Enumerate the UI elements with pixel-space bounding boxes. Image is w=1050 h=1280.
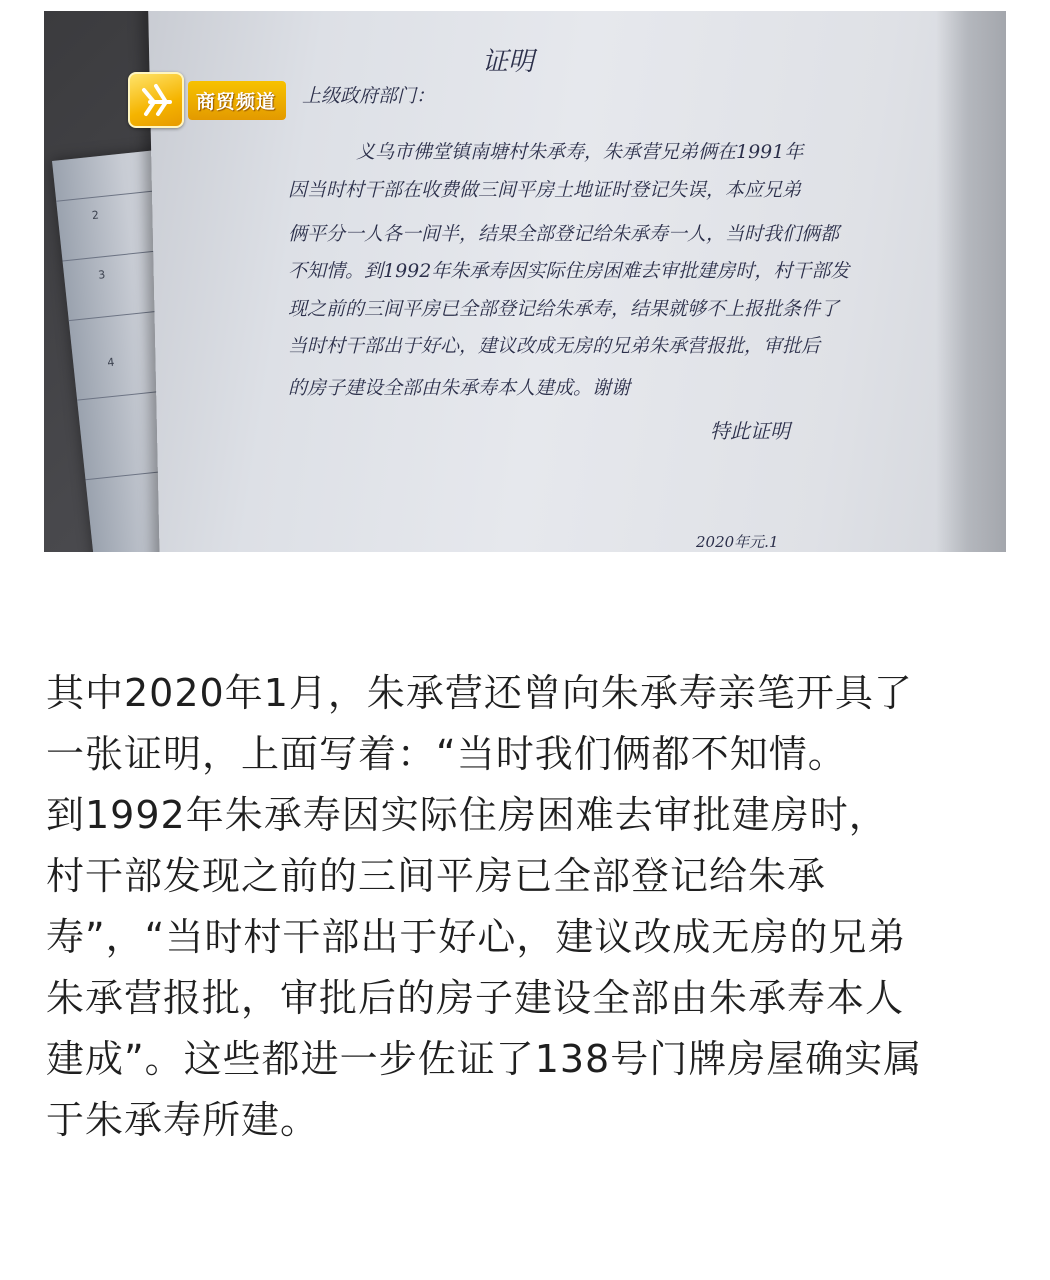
handwritten-salutation: 上级政府部门： <box>302 85 436 107</box>
handwritten-line: 不知情。到1992年朱承寿因实际住房困难去审批建房时，村干部发 <box>288 260 850 282</box>
article-line: 到1992年朱承寿因实际住房困难去审批建房时， <box>46 793 888 837</box>
certificate-photo <box>44 11 1006 552</box>
channel-logo <box>128 73 286 127</box>
article-paragraph <box>46 663 1006 1151</box>
channel-logo-text: 商贸频道 <box>188 81 286 120</box>
handwritten-line: 俩平分一人各一间半，结果全部登记给朱承寿一人，当时我们俩都 <box>288 223 840 245</box>
article-line: 村干部发现之前的三间平房已全部登记给朱承 <box>46 854 827 898</box>
handwritten-line: 当时村干部出于好心，建议改成无房的兄弟朱承营报批，审批后 <box>288 335 821 357</box>
article-line: 朱承营报批，审批后的房子建设全部由朱承寿本人 <box>46 976 905 1020</box>
form-row-number: 3 <box>97 268 106 282</box>
article-line: 寿”，“当时村干部出于好心，建议改成无房的兄弟 <box>46 915 907 959</box>
form-row-number: 2 <box>91 208 100 223</box>
article-line: 建成”。这些都进一步佐证了138号门牌房屋确实属 <box>46 1037 923 1081</box>
handwritten-title: 证明 <box>482 47 535 77</box>
handwritten-line: 现之前的三间平房已全部登记给朱承寿，结果就够不上报批条件了 <box>288 298 840 320</box>
handwritten-line: 因当时村干部在收费做三间平房土地证时登记失误，本应兄弟 <box>288 179 802 201</box>
article-line: 一张证明，上面写着：“当时我们俩都不知情。 <box>46 732 847 776</box>
handwritten-line: 义乌市佛堂镇南塘村朱承寿，朱承营兄弟俩在1991年 <box>356 141 804 163</box>
handwritten-closing: 特此证明 <box>710 419 790 443</box>
article-line: 其中2020年1月，朱承营还曾向朱承寿亲笔开具了 <box>46 671 913 715</box>
channel-logo-icon <box>128 72 184 128</box>
handwritten-line: 的房子建设全部由朱承寿本人建成。谢谢 <box>288 377 631 399</box>
form-row-number: 4 <box>106 355 116 370</box>
handwritten-date: 2020年元.1 <box>696 533 779 551</box>
paper-edge-shadow <box>936 11 1006 552</box>
article-line: 于朱承寿所建。 <box>46 1098 320 1142</box>
